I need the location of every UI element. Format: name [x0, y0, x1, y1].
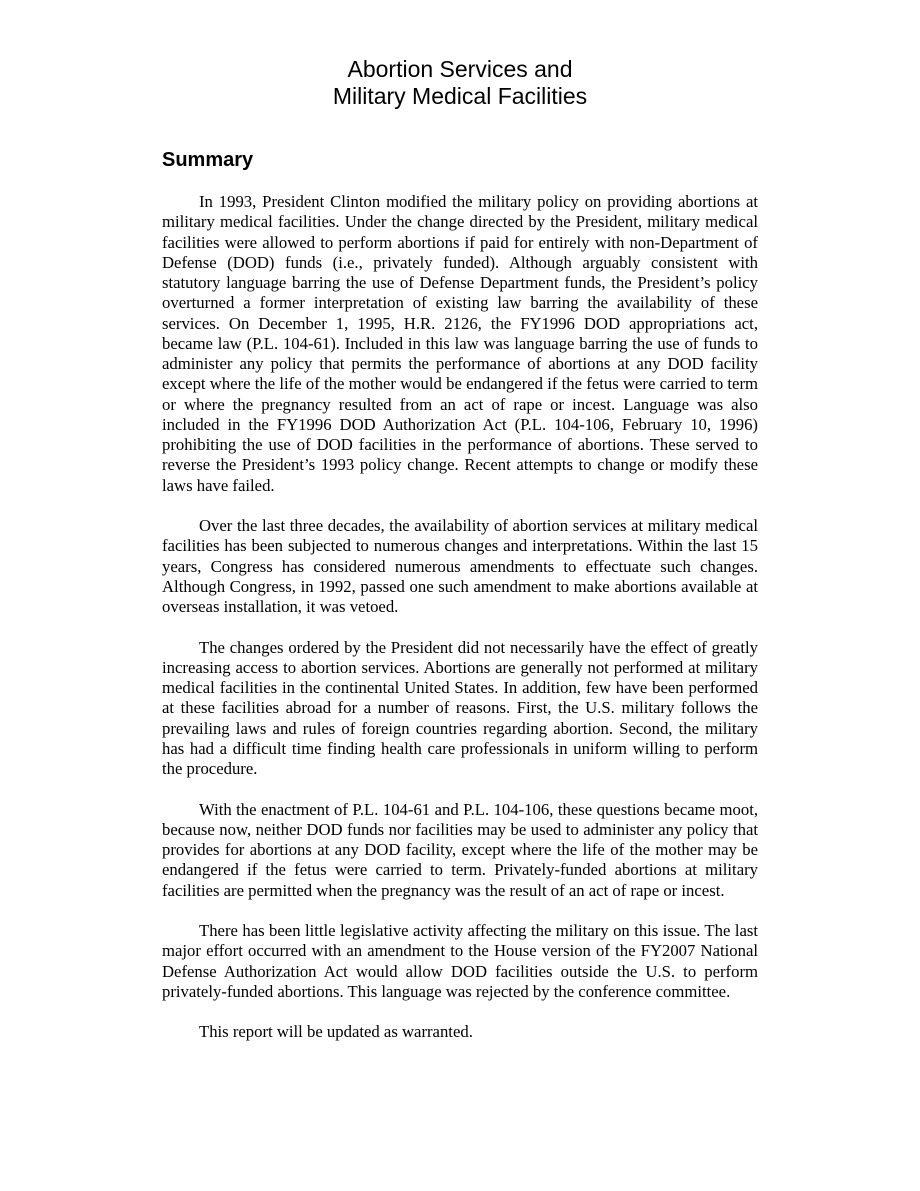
title-line-2: Military Medical Facilities	[332, 83, 588, 109]
paragraph-1: In 1993, President Clinton modified the military policy on providing abortions at military medical facilities. Under the change directed by the President, military medical facilities were allowed to perform abortions if paid for entirely with non-Department of Defense (DOD) funds (i.e., privately funded). Although arguably consistent with statutory language barring the use of Defense Department funds, the President’s policy overturned a former interpretation of existing law barring the availability of these services. On December 1, 1995, H.R. 2126, the FY1996 DOD appropriations act, became law (P.L. 104-61). Included in this law was language barring the use of funds to administer any policy that permits the performance of abortions at any DOD facility except where the life of the mother would be endangered if the fetus were carried to term or where the pregnancy resulted from an act of rape or incest. Language was also included in the FY1996 DOD Authorization Act (P.L. 104-106, February 10, 1996) prohibiting the use of DOD facilities in the performance of abortions. These served to reverse the President’s 1993 policy change. Recent attempts to change or modify these laws have failed.	[162, 192, 758, 495]
document-title	[0, 56, 920, 110]
title-line-1: Abortion Services and	[347, 56, 573, 82]
paragraph-4: With the enactment of P.L. 104-61 and P.L. 104-106, these questions became moot, because now, neither DOD funds nor facilities may be used to administer any policy that provides for abortions at any DOD facility, except where the life of the mother may be endangered if the fetus were carried to term. Privately-funded abortions at military facilities are permitted when the pregnancy was the result of an act of rape or incest.	[162, 799, 758, 900]
paragraph-5: There has been little legislative activity affecting the military on this issue. The last major effort occurred with an amendment to the House version of the FY2007 National Defense Authorization Act would allow DOD facilities outside the U.S. to perform privately-funded abortions. This language was rejected by the conference committee.	[162, 921, 758, 1001]
section-heading: Summary	[162, 149, 254, 171]
summary-body	[162, 192, 758, 1063]
paragraph-2: Over the last three decades, the availability of abortion services at military medical facilities has been subjected to numerous changes and interpretations. Within the last 15 years, Congress has considered numerous amendments to effectuate such changes. Although Congress, in 1992, passed one such amendment to make abortions available at overseas installation, it was vetoed.	[162, 516, 758, 616]
paragraph-3: The changes ordered by the President did not necessarily have the effect of greatly increasing access to abortion services. Abortions are generally not performed at military medical facilities in the continental United States. In addition, few have been performed at these facilities abroad for a number of reasons. First, the U.S. military follows the prevailing laws and rules of foreign countries regarding abortion. Second, the military has had a difficult time finding health care professionals in uniform willing to perform the procedure.	[162, 637, 758, 778]
paragraph-6: This report will be updated as warranted.	[199, 1022, 473, 1042]
